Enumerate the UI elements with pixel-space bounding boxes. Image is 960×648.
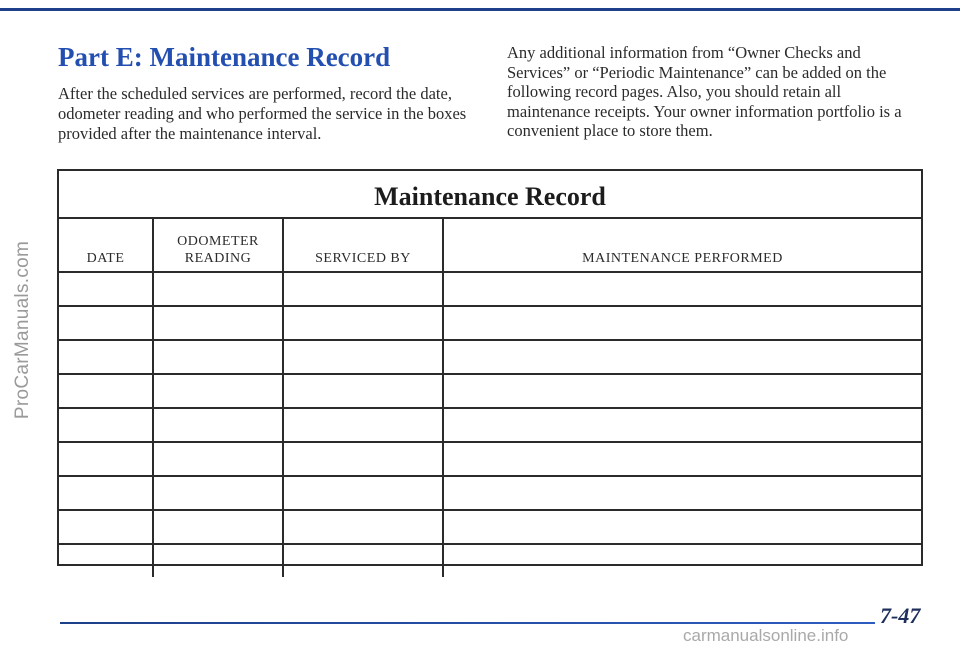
odometer-label-line1: ODOMETER <box>177 234 259 249</box>
maintenance-cell <box>443 544 921 577</box>
odometer-cell <box>153 510 283 544</box>
date-cell <box>59 544 153 577</box>
odometer-cell <box>153 374 283 408</box>
odometer-label-line2: READING <box>184 251 252 266</box>
serviced-by-cell <box>283 442 443 476</box>
date-cell <box>59 340 153 374</box>
maintenance-cell <box>443 374 921 408</box>
record-body <box>59 272 921 577</box>
record-row <box>59 272 921 306</box>
maintenance-record-table <box>57 169 923 566</box>
odometer-cell <box>153 272 283 306</box>
section-heading: Part E: Maintenance Record <box>58 42 391 72</box>
record-row <box>59 510 921 544</box>
maintenance-cell <box>443 510 921 544</box>
odometer-cell <box>153 476 283 510</box>
odometer-cell <box>153 544 283 577</box>
serviced-by-cell <box>283 408 443 442</box>
column-header-date <box>59 219 153 272</box>
record-row <box>59 476 921 510</box>
page-number: 7-47 <box>880 603 921 628</box>
serviced-by-cell <box>283 544 443 577</box>
intro-paragraph-right: Any additional information from “Owner Checks and Services” or “Periodic Maintenance” can be added on the following record pages. Also, you should retain all maintenance receipts. Your owner information portfolio is a convenient place to store them. <box>507 43 902 140</box>
record-row <box>59 374 921 408</box>
odometer-cell <box>153 340 283 374</box>
column-header-odometer <box>153 219 283 272</box>
maintenance-cell <box>443 272 921 306</box>
date-cell <box>59 476 153 510</box>
odometer-cell <box>153 408 283 442</box>
date-label: DATE <box>86 251 125 266</box>
record-grid <box>59 219 921 577</box>
bottom-rule <box>60 622 875 624</box>
maintenance-cell <box>443 476 921 510</box>
maintenance-label: MAINTENANCE PERFORMED <box>582 251 783 266</box>
intro-paragraph-left: After the scheduled services are performed, record the date, odometer reading and who performed the service in the boxes provided after the maintenance interval. <box>58 84 467 143</box>
record-row <box>59 442 921 476</box>
maintenance-cell <box>443 306 921 340</box>
bottom-watermark: carmanualsonline.info <box>683 626 849 645</box>
record-row <box>59 340 921 374</box>
side-watermark <box>8 150 38 510</box>
record-row <box>59 544 921 577</box>
serviced-by-cell <box>283 476 443 510</box>
column-header-maintenance <box>443 219 921 272</box>
date-cell <box>59 306 153 340</box>
serviced-by-cell <box>283 306 443 340</box>
top-rule <box>0 8 960 11</box>
serviced-by-cell <box>283 510 443 544</box>
serviced-by-cell <box>283 340 443 374</box>
record-title: Maintenance Record <box>59 171 921 219</box>
serviced-by-cell <box>283 374 443 408</box>
side-watermark-text: ProCarManuals.com <box>12 240 33 420</box>
record-row <box>59 306 921 340</box>
record-row <box>59 408 921 442</box>
column-header-serviced-by <box>283 219 443 272</box>
date-cell <box>59 374 153 408</box>
date-cell <box>59 442 153 476</box>
maintenance-cell <box>443 408 921 442</box>
odometer-cell <box>153 442 283 476</box>
maintenance-cell <box>443 442 921 476</box>
date-cell <box>59 272 153 306</box>
header-row <box>59 219 921 272</box>
serviced-by-cell <box>283 272 443 306</box>
date-cell <box>59 510 153 544</box>
serviced-by-label: SERVICED BY <box>315 251 411 266</box>
date-cell <box>59 408 153 442</box>
odometer-cell <box>153 306 283 340</box>
maintenance-cell <box>443 340 921 374</box>
